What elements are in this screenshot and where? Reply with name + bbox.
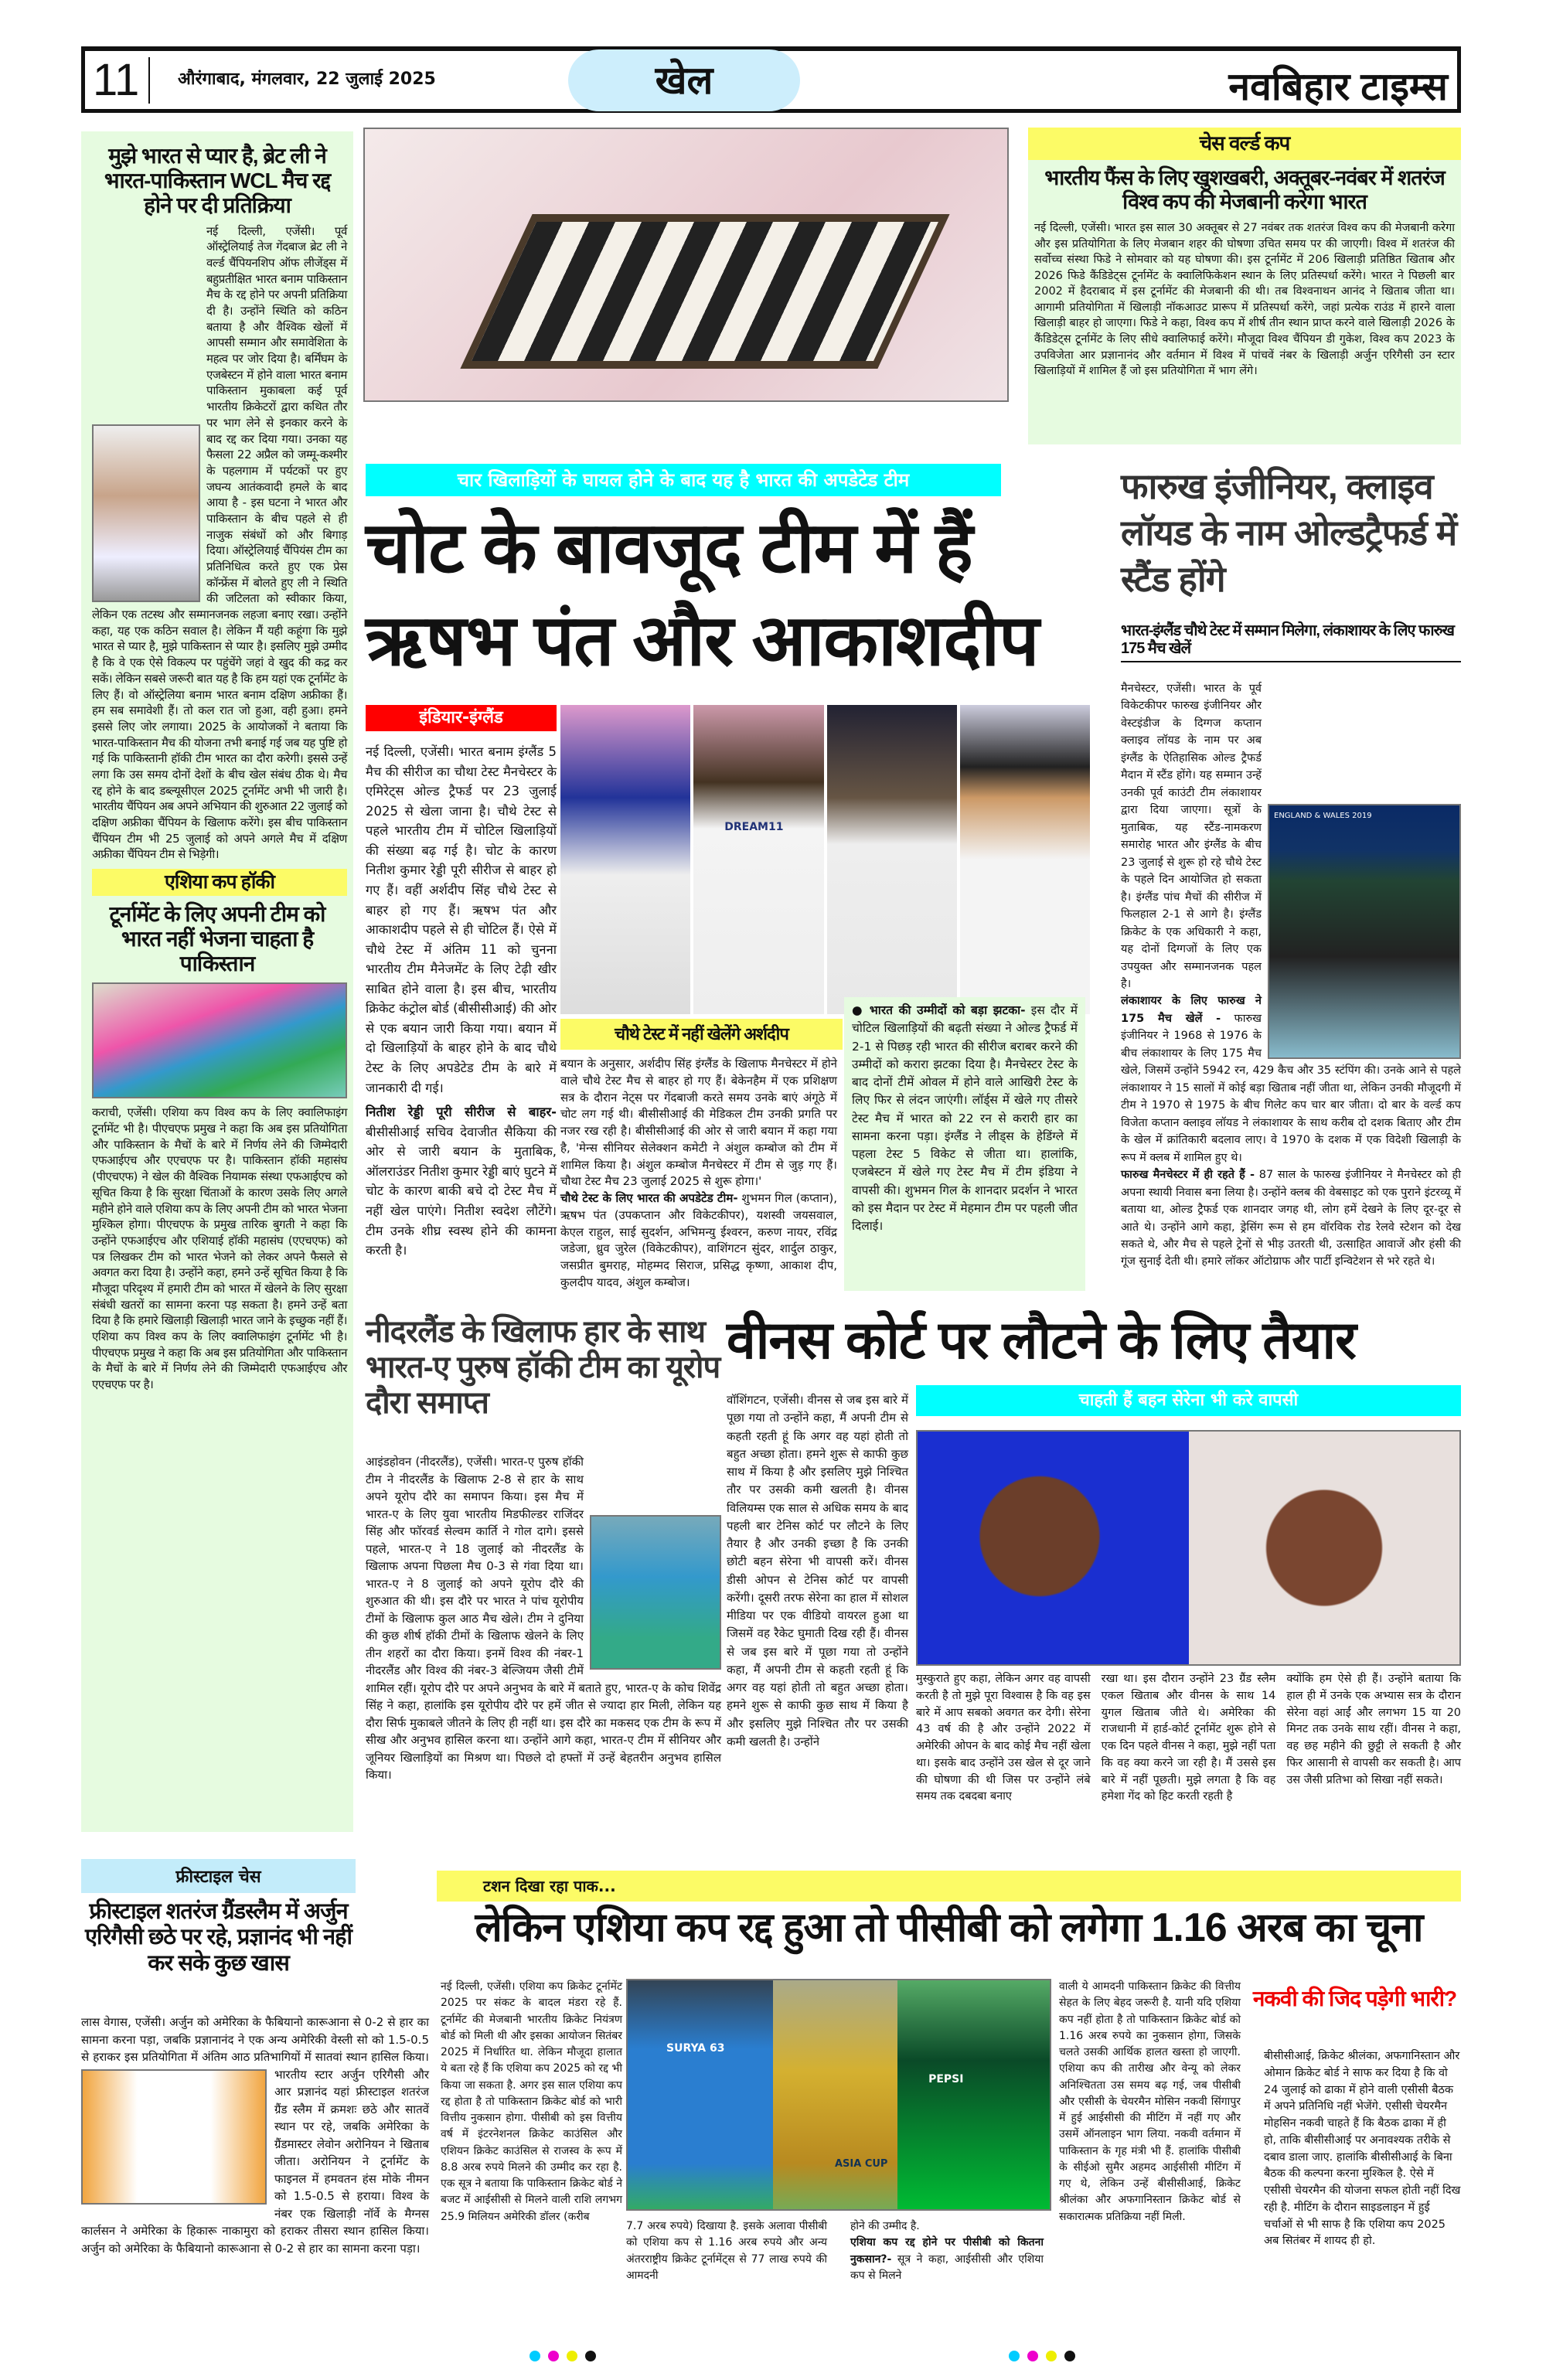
section-title: खेल: [568, 49, 800, 111]
lead-headline: [366, 502, 1092, 687]
lead-body-2: बीसीसीआई सचिव देवाजीत सैकिया की ओर से जारी बयान के मुताबिक, ऑलराउंडर नितीश कुमार रेड्डी बाएं घुटने में चोट के कारण बाकी बचे दो टेस्ट मैच में नहीं खेल पाएंगे। नितीश स्वदेश लौटेंगे। टीम उनके शीघ्र स्वस्थ होने की कामना करती है।: [366, 1124, 557, 1258]
asia-cup-tag: टशन दिखा रहा पाक...: [437, 1871, 1461, 1902]
india-england-tag: इंडियार-इंग्लैंड: [366, 705, 557, 731]
lead-headline-line1: चोट के बावजूद टीम में हैं: [366, 509, 972, 587]
venus-headline: वीनस कोर्ट पर लौटने के लिए तैयार: [727, 1311, 1356, 1370]
hockey-body: कराची, एजेंसी। एशिया कप विश्व कप के लिए क्वालिफाइंग टूर्नामेंट भी है। पीएचएफ प्रमुख ने कहा कि अब इस प्रतियोगिता और पाकिस्तान के मैचों के बारे में निर्णय लेने की जिम्मेदारी एफआईएच और एएचएफ पर है। पाकिस्तान हॉकी महासंघ (पीएचएफ) ने खेल की वैश्विक नियामक संस्था एफआईएच को सूचित किया है कि सुरक्षा चिंताओं के कारण उसके लिए अगले महीने होने वाले एशिया कप के लिए अपनी टीम को भारत भेजना मुश्किल होगा। पीएचएफ के प्रमुख तारिक बुगती ने कहा कि उन्होंने एफआईएच और एशियाई हॉकी महासंघ (एएचएफ) को पत्र लिखकर टीम को भारत भेजने को लेकर अपने फैसले से अवगत करा दिया है। उन्होंने कहा, हमने उन्हें सूचित किया है कि मौजूदा परिदृश्य में हमारी टीम को भारत में खेलने के लिए सुरक्षा संबंधी खतरों का सामना करना पड़ सकता है। हमने उन्हें बता दिया है कि हमारे खिलाड़ी खिलाड़ी भारत जाने के इच्छुक नहीं हैं। एशिया कप विश्व कप के लिए क्वालिफाइंग टूर्नामेंट भी है। पीएचएफ प्रमुख ने कहा कि अब इस प्रतियोगिता और पाकिस्तान के मैचों के बारे में निर्णय लेने की जिम्मेदारी एफआईएच और एएचएफ पर है।: [92, 1105, 347, 1392]
farokh-body: [1121, 680, 1461, 1271]
asia-cup-trophy-photo: [773, 1980, 897, 2209]
pant-photo: [560, 705, 690, 1014]
asia-cup-col3: [850, 2218, 1044, 2284]
registration-marks: [526, 2350, 600, 2365]
freestyle-tag: फ्रीस्टाइल चेस: [81, 1859, 356, 1893]
magenta-dot: [1027, 2351, 1038, 2361]
naqvi-body: बीसीसीआई, क्रिकेट श्रीलंका, अफगानिस्तान और ओमान क्रिकेट बोर्ड ने साफ कर दिया है कि वो 24 जुलाई को ढाका में होने वाली एसीसी बैठक में अपने प्रतिनिधि नहीं भेजेंगे. एसीसी चेयरमैन मोहसिन नकवी चाहते हैं कि बैठक ढाका में ही हो, ताकि बीसीसीआई पर अनावश्यक तरीके से दबाव डाला जाए. हालांकि बीसीसीआई के बिना बैठक की कल्पना करना मुश्किल है. ऐसे में एसीसी चेयरमैन की योजना सफल होती नहीं दिख रही है. मीटिंग के दौरान साइडलाइन में हुई चर्चाओं से भी साफ है कि एशिया कप 2025 अब सितंबर में शायद ही हो.: [1264, 2050, 1461, 2248]
freestyle-body-side: प्रतिभागियों में सातवां स्थान हासिल किया। भारतीय स्टार अर्जुन एरिगैसी और आर प्रज्ञानंद यहां फ्रीस्टाइल शतरंज ग्रैंड स्लैम में क्रमशः छठे और सातवें स्थान पर रहे, जबकि अमेरिका के ग्रैंडमास्टर लेवोन अरोनियन ने: [254, 2050, 429, 2151]
page-header: [81, 46, 1461, 113]
dateline: औरंगाबाद, मंगलवार, 22 जुलाई 2025: [178, 70, 436, 89]
lead-body-text: नई दिल्ली, एजेंसी। भारत बनाम इंग्लैंड 5 मैच की सीरीज का चौथा टेस्ट मैनचेस्टर के एमिरेट्स ओल्ड ट्रैफर्ड पर 23 जुलाई 2025 से खेला जाना है। चौथे टेस्ट से पहले भारतीय टीम में चोटिल खिलाड़ियों की संख्या बढ़ गई है। चोट के कारण नितीश कुमार रेड्डी पूरी सीरीज से बाहर हो गए हैं। वहीं अर्शदीप सिंह चौथे टेस्ट से बाहर हो गए हैं। ऋषभ पंत और आकाशदीप पहले से ही चोटिल हैं। ऐसे में चौथे टेस्ट में अंतिम 11 को चुनना भारतीय टीम मैनेजमेंट के लिए टेढ़ी खीर साबित होने वाला है। इस बीच, भारतीय क्रिकेट कंट्रोल बोर्ड (बीसीसीआई) की ओर से एक बयान जारी किया गया। बयान में दो खिलाड़ियों के बाहर होने के बाद चौथे टेस्ट के लिए अपडेटेड टीम के बारे में जानकारी दी गई।: [366, 744, 557, 1095]
left-column: [81, 131, 353, 1832]
akashdeep-photo: [827, 705, 957, 1014]
farokh-headline: फारुख इंजीनियर, क्लाइव लॉयड के नाम ओल्डट्रैफर्ड में स्टैंड होंगे: [1121, 466, 1457, 599]
yellow-dot: [567, 2351, 577, 2361]
asia-cup-photo: [626, 1979, 1051, 2211]
black-dot: [1064, 2351, 1075, 2361]
asia-cup-col3a: होने की उम्मीद है.: [850, 2220, 920, 2232]
newspaper-name: नवबिहार टाइम्स: [1228, 65, 1448, 108]
black-dot: [585, 2351, 596, 2361]
hockey-nl-photo: [590, 1515, 721, 1670]
magenta-dot: [548, 2351, 559, 2361]
venus-photo: [1189, 1432, 1460, 1664]
lead-body: [366, 742, 557, 1261]
cyan-dot: [530, 2351, 540, 2361]
hockey-headline: टूर्नामेंट के लिए अपनी टीम को भारत नहीं भेजना चाहता है पाकिस्तान: [109, 901, 325, 976]
setback-box: ● भारत की उम्मीदों को बड़ा झटका- इस दौर में चोटिल खिलाड़ियों की बढ़ती संख्या ने ओल्ड ट्रैफर्ड में 2-1 से पिछड़ रही भारत की सीरीज बराबर करने की उम्मीदों को करारा झटका दिया है। मैनचेस्टर टेस्ट के बाद दोनों टीमें ओवल में होने वाले आखिरी टेस्ट के लिए फिर से लंदन जाएंगी। लॉर्ड्स में खेले गए तीसरे टेस्ट मैच में भारत को 22 रन से करारी हार का सामना करना पड़ा। इंग्लैंड ने लीड्स के हेडिंग्ले में पहला टेस्ट 5 विकेट से जीता था। हालांकि, एजबेस्टन में खेले गए टेस्ट मैच में टीम इंडिया ने वापसी की। शुभमन गिल के शानदार प्रदर्शन ने भारत को इस मैदान पर टेस्ट में मेहमान टीम पर पहली जीत दिलाई।: [844, 997, 1085, 1291]
farokh-body-3: 87 साल के फारुख इंजीनियर ने मैनचेस्टर को ही अपना स्थायी निवास बना लिया है। उन्होंने क्लब की वेबसाइट को एक पुराने इंटरव्यू में बताया था, ओल्ड ट्रैफर्ड एक शानदार जगह थी, लोग हमें देखने के लिए दूर-दूर से आते थे। उन्होंने आगे कहा, ड्रेसिंग रूम से हम वॉरविक रोड रेलवे स्टेशन को देख सकते थे, और मैच से पहले ट्रेनों से भीड़ उतरती थी, उत्साहित आवाजें और हंसी की गूंज सुनाई देती थी। हमारे लॉकर ऑटोग्राफ और पार्टी इन्विटेशन से भरे रहते थे।: [1121, 1169, 1461, 1268]
venus-body: वॉशिंगटन, एजेंसी। वीनस से जब इस बारे में पूछा गया तो उन्होंने कहा, मैं अपनी टीम से कहती रहती हूं कि अगर वह यहां होती तो बहुत अच्छा होता। हमने शुरू से काफी कुछ साथ में किया है और इसलिए मुझे निश्चित तौर पर उसकी कमी खलती है। वीनस विलियम्स एक साल से अधिक समय के बाद पहली बार टेनिस कोर्ट पर लौटने के लिए तैयार है और उनकी इच्छा है कि उनकी छोटी बहन सेरेना भी वापसी करें। वीनस डीसी ओपन से टेनिस कोर्ट पर वापसी करेंगी। दूसरी तरफ सेरेना का हाल में सोशल मीडिया पर एक वीडियो वायरल हुआ था जिसमें वह रैकेट घुमाती दिख रही हैं। वीनस से जब इस बारे में पूछा गया तो उन्होंने कहा, मैं अपनी टीम से कहती रहती हूं कि अगर वह यहां होती तो बहुत अच्छा होता। हमने शुरू से काफी कुछ साथ में किया है और इसलिए मुझे निश्चित तौर पर उसकी कमी खलती है। उन्होंने: [727, 1393, 908, 1748]
freestyle-body-text: लास वेगास, एजेंसी। अर्जुन को अमेरिका के फैबियानो कारूआना से 0-2 से हार का सामना करना पड़ा, जबकि प्रज्ञानानंद ने एक अन्य अमेरिकी वेस्ली सो को 1.5-0.5 से हराकर इस प्रतियोगिता में अंतिम आठ: [81, 2015, 429, 2064]
hockey-nl-body-text: आइंडहोवन (नीदरलैंड), एजेंसी। भारत-ए पुरुष हॉकी टीम ने नीदरलैंड के खिलाफ 2-8 से हार के साथ अपने यूरोप दौरे का समापन किया। इस मैच में भारत-ए के लिए युवा भारतीय मिडफील्डर राजिंदर सिंह और फॉरवर्ड सेल्वम कार्ति ने गोल दागे। इससे पहले, भारत-ए ने 18 जुलाई को नीदरलैंड के खिलाफ अपना पिछला मैच 0-3 से गंवा दिया था। भारत-ए ने 8 जुलाई को अपने यूरोप दौरे की शुरुआत की थी। इस दौरे पर भारत ने पांच यूरोपीय टीमों के खिलाफ कुल आठ मैच खेले। टीम ने दुनिया की कुछ शीर्ष हॉकी टीमों के खिलाफ खेलने के लिए तीन शहरों का दौरा किया। इनमें विश्व की नंबर-1 नीदरलैंड और विश्व की नंबर-3 बेल्जियम जैसी टीमें शामिल रहीं। यूरोप दौरे पर अपने अनुभव के बारे में बताते हुए, भारत-ए के कोच शिवेंद्र सिंह ने कहा, हालांकि इस यूरोपीय दौरे पर हमें जीत से ज्यादा हार मिली, लेकिन यह दौरा सिर्फ मुकाबले जीतने के लिए ही नहीं था। इस दौरे का मकसद एक टीम के रूप में सीख और अनुभव हासिल करना था। उन्होंने आगे कहा, भारत-ए टीम में सीनियर और जूनियर खिलाड़ियों का मिश्रण था। पिछले दो हफ्तों में उन्हें बेहतरीन अनुभव हासिल किया।: [366, 1455, 721, 1782]
asia-cup-col1: नई दिल्ली, एजेंसी। एशिया कप क्रिकेट टूर्नामेंट 2025 पर संकट के बादल मंडरा रहे हैं. टूर्नामेंट की मेजबानी भारतीय क्रिकेट नियंत्रण बोर्ड को मिली थी और इसका आयोजन सितंबर 2025 में निर्धारित था. लेकिन मौजूदा हालात ये बता रहे हैं कि एशिया कप 2025 को रद्द भी किया जा सकता है. अगर इस साल एशिया कप रद्द होता है तो पाकिस्तान क्रिकेट बोर्ड को भारी वित्तीय नुकसान होगा. पीसीबी को इस वित्तीय वर्ष में इंटरनेशनल क्रिकेट काउंसिल और एशियन क्रिकेट काउंसिल से राजस्व के रूप में 8.8 अरब रुपये मिलने की उम्मीद कर रहा है. एक सूत्र ने बताया कि पाकिस्तान क्रिकेट बोर्ड ने बजट में आईसीसी से मिलने वाली राशि लगभग 25.9 मिलियन अमेरिकी डॉलर (करीब: [441, 1980, 622, 2223]
freestyle-headline: फ्रीस्टाइल शतरंज ग्रैंडस्लैम में अर्जुन एरिगैसी छठे पर रहे, प्रज्ञानंद भी नहीं कर सके कुछ खास: [84, 1899, 352, 1976]
brett-lee-photo: [92, 424, 200, 602]
yellow-dot: [1046, 2351, 1057, 2361]
registration-marks-2: [1005, 2350, 1079, 2365]
freestyle-body: [81, 2014, 429, 2257]
asia-cup-col4: वाली ये आमदनी पाकिस्तान क्रिकेट की वित्तीय सेहत के लिए बेहद जरूरी है. यानी यदि एशिया कप नहीं होता है तो पाकिस्तान क्रिकेट बोर्ड को 1.16 अरब रुपये का नुकसान होगा, जिसके चलते उसकी आर्थिक हालत खस्ता हो जाएगी. एशिया कप की तारीख और वेन्यू को लेकर अनिश्चितता उस समय बढ़ गई, जब पीसीबी और एसीसी के चेयरमैन मोसिन नकवी सिंगापुर में हुई आईसीसी की मीटिंग में नहीं गए और उसमें ऑनलाइन भाग लिया. नकवी वर्तमान में पाकिस्तान के गृह मंत्री भी हैं. हालांकि पीसीबी के सीईओ सुमैर अहमद आईसीसी मीटिंग में गए थे, लेकिन उन्हें बीसीसीआई, क्रिकेट श्रीलंका और अफगानिस्तान क्रिकेट बोर्ड से सकारात्मक प्रतिक्रिया नहीं मिली.: [1059, 1980, 1241, 2223]
chess-wc-body: नई दिल्ली, एजेंसी। भारत इस साल 30 अक्तूबर से 27 नवंबर तक शतरंज विश्व कप की मेजबानी करेगा और इस प्रतियोगिता के लिए मेजबान शहर की घोषणा उचित समय पर की जाएगी। विश्व में शतरंज की सर्वोच्च संस्था फिडे ने सोमवार को यह घोषणा की। इस टूर्नामेंट में 206 खिलाड़ी प्रतिष्ठित खिताब और 2026 फिडे कैंडिडेट्स टूर्नामेंट के क्वालिफिकेशन स्थान के लिए प्रतिस्पर्धा करेंगे। भारत ने पिछली बार 2002 में हैदराबाद में इस टूर्नामेंट की मेजबानी की थी। तब विश्वनाथन आनंद ने खिताब जीता था। आगामी प्रतियोगिता में खिलाड़ी नॉकआउट प्रारूप में प्रतिस्पर्धा करेंगे, जहां प्रत्येक राउंड में हारने वाला खिलाड़ी बाहर हो जाएगा। फिडे ने कहा, विश्व कप में शीर्ष तीन स्थान प्राप्त करने वाले खिलाड़ी 2026 के कैंडिडेट्स टूर्नामेंट के लिए सीधे क्वालिफाई करेंगे। मौजूदा विश्व चैंपियन डी गुकेश, विश्व कप 2023 के उपविजेता आर प्रज्ञानानंद और वर्तमान में विश्व में पांचवें नंबर के खिलाड़ी अर्जुन एरिगैसी उन स्टार खिलाड़ियों में शामिल हैं जो इस प्रतियोगिता में भाग लेंगे।: [1034, 221, 1455, 378]
sponsor-text: PEPSI: [928, 2073, 964, 2085]
jersey-text: SURYA 63: [666, 2042, 725, 2055]
venus-col-2: मुस्कुराते हुए कहा, लेकिन अगर वह वापसी करती है तो मुझे पूरा विश्वास है कि वह इस बारे में आप सबको अवगत कर देगी। सेरेना 43 वर्ष की है और उन्होंने 2022 में अमेरिकी ओपन के बाद कोई मैच नहीं खेला था। इसके बाद उन्होंने उस खेल से दूर जाने की घोषणा की थी जिस पर उन्होंने लंबे समय तक दबदबा बनाए: [916, 1673, 1091, 1803]
arshdeep-body: [560, 1056, 837, 1292]
freestyle-chess-story: [81, 1859, 356, 1983]
farokh-body-text: मैनचेस्टर, एजेंसी। भारत के पूर्व विकेटकीपर फारुख इंजीनियर और वेस्टइंडीज के दिग्गज कप्तान क्लाइव लॉयड के नाम पर अब इंग्लैंड के ऐतिहासिक ओल्ड ट्रैफर्ड मैदान में स्टैंड होंगे। यह सम्मान उन्हें उनकी पूर्व काउंटी टीम लंकाशायर द्वारा दिया जाएगा। सूत्रों के मुताबिक, यह स्टैंड-नामकरण समारोह भारत और इंग्लैंड के बीच 23 जुलाई से शुरू हो रहे चौथे टेस्ट के पहले दिन आयोजित हो सकता है। इंग्लैंड पांच मैचों की सीरीज में फिलहाल 2-1 से आगे है। इंग्लैंड क्रिकेट के एक अधिकारी ने कहा, यह दोनों दिग्गजों के लिए एक उपयुक्त और सम्मानजनक पहल है।: [1121, 683, 1262, 990]
setback-lead: भारत की उम्मीदों को बड़ा झटका-: [869, 1003, 1026, 1017]
lead-subhead: नितीश रेड्डी पूरी सीरीज से बाहर-: [366, 1105, 557, 1120]
farokh-body-2: फारुख इंजीनियर ने 1968 से 1976 के बीच लंकाशायर के लिए 175 मैच खेले, जिसमें उन्होंने 5942 रन, 429 कैच और 35 स्टंपिंग की। उनके आने से पहले लंकाशायर ने 15 सालों में कोई बड़ा खिताब नहीं जीता था, लेकिन उनकी मौजूदगी में टीम ने 1970 से 1975 के बीच गिलेट कप चार बार जीता। दो बार के वर्ल्ड कप विजेता कप्तान क्लाइव लॉयड ने लंकाशायर के साथ करीब दो दशक बिताए और टीम के खेल में क्रांतिकारी बदलाव लाए। वे 1970 के दशक में एक विदेशी खिलाड़ी के रूप में क्लब में शामिल हुए थे।: [1121, 1012, 1461, 1164]
brett-lee-headline: मुझे भारत से प्यार है, ब्रेट ली ने भारत-पाकिस्तान WCL मैच रद्द होने पर दी प्रतिक्रिया: [104, 144, 331, 218]
india-team-photo: [628, 1980, 773, 2209]
freestyle-body-end: खिताब जीता। अरोनियन ने टूर्नामेंट के फाइनल में हमवतन हंस मोके नीमन को 1.5-0.5 से हराया। विश्व के नंबर एक खिलाड़ी नॉर्वे के मैग्नस कार्लसन ने अमेरिका के हिकारू नाकामुरा को हराकर तीसरा स्थान हासिल किया। अर्जुन को अमेरिका के फैबियानो कारूआना से 0-2 से हार का सामना करना पड़ा।: [81, 2137, 429, 2256]
brett-lee-body: [81, 223, 353, 863]
squad-label: चौथे टेस्ट के लिए भारत की अपडेटेड टीम-: [560, 1191, 738, 1205]
hockey-nl-body: [366, 1453, 721, 1784]
chessboard: [460, 214, 949, 369]
asia-cup-col3-sub: एशिया कप रद्द होने पर पीसीबी को कितना नुकसान?-: [850, 2236, 1044, 2266]
venus-kicker: चाहती हैं बहन सेरेना भी करे वापसी: [916, 1385, 1461, 1416]
setback-body: इस दौर में चोटिल खिलाड़ियों की बढ़ती संख्या ने ओल्ड ट्रैफर्ड में 2-1 से पिछड़ रही भारत की सीरीज बराबर करने की उम्मीदों को करारा झटका दिया है। मैनचेस्टर टेस्ट के बाद दोनों टीमें ओवल में होने वाले आखिरी टेस्ट के लिए फिर से लंदन जाएंगी। लॉर्ड्स में खेले गए तीसरे टेस्ट मैच में भारत को 22 रन से करारी हार का सामना करना पड़ा। इंग्लैंड ने लीड्स के हेडिंग्ले में पहला टेस्ट 5 विकेट से जीता था। हालांकि, एजबेस्टन में खेले गए टेस्ट मैच में टीम इंडिया ने वापसी की। शुभमन गिल के शानदार प्रदर्शन ने भारत को इस मैदान पर टेस्ट में मेहमान टीम पर पहली जीत दिलाई।: [852, 1003, 1078, 1233]
venus-col-3: रखा था। इस दौरान उन्होंने 23 ग्रैंड स्लैम एकल खिताब और वीनस के साथ 14 युगल खिताब जीते थे। अमेरिका की राजधानी में हार्ड-कोर्ट टूर्नामेंट शुरू होने से एक दिन पहले वीनस ने कहा, मुझे नहीं पता कि वह क्या करने जा रही है। मैं उससे इस बारे में नहीं पूछती। मुझे लगता है कि वह हमेशा गेंद को हिट करती रहती है: [1101, 1673, 1276, 1803]
lead-headline-line2: ऋषभ पंत और आकाशदीप: [366, 601, 1039, 680]
farokh-lloyd-photo: [1268, 804, 1461, 1059]
arshdeep-photo: [960, 705, 1090, 1014]
chess-board-photo: [363, 128, 1009, 402]
asia-cup-col2: 7.7 अरब रुपये) दिखाया है. इसके अलावा पीसीबी को एशिया कप से 1.16 अरब रुपये और अन्य अंतरराष्ट्रीय क्रिकेट टूर्नामेंट्स से 77 लाख रुपये की आमदनी: [626, 2220, 827, 2282]
venus-col-4: क्योंकि हम ऐसे ही हैं। उन्होंने बताया कि हाल ही में उनके एक अभ्यास सत्र के दौरान सेरेना वहां आईं और लगभग 15 या 20 मिनट तक उनके साथ रहीं। वीनस ने कहा, वह छह महीने की छुट्टी ले सकती है और फिर आसानी से वापसी कर सकती है। आप उस जैसी प्रतिभा को सिखा नहीं सकते।: [1286, 1673, 1462, 1786]
trophy-text: ASIA CUP: [834, 2158, 888, 2170]
asia-cup-hockey-tag: एशिया कप हॉकी: [92, 869, 347, 896]
player-photo-2: [693, 705, 823, 1014]
players-photo-strip: [560, 705, 1090, 1014]
page-number: 11: [93, 57, 150, 104]
hockey-photo: [92, 982, 347, 1098]
cyan-dot: [1009, 2351, 1020, 2361]
chess-wc-headline: भारतीय फैंस के लिए खुशखबरी, अक्तूबर-नवंबर में शतरंज विश्व कप की मेजबानी करेगा भारत: [1044, 165, 1445, 213]
venus-columns: [916, 1671, 1461, 1806]
chess-wc-tag: चेस वर्ल्ड कप: [1028, 128, 1461, 160]
squad-list: शुभमन गिल (कप्तान), ऋषभ पंत (उपकप्तान और विकेटकीपर), यशस्वी जयसवाल, केएल राहुल, साई सुदर्शन, अभिमन्यु ईश्वरन, करुण नायर, रविंद्र जडेजा, ध्रुव जुरेल (विकेटकीपर), वाशिंगटन सुंदर, शार्दुल ठाकुर, जसप्रीत बुमराह, मोहम्मद सिराज, प्रसिद्ध कृष्णा, आकाश दीप, कुलदीप यादव, अंशुल कम्बोज।: [560, 1191, 837, 1289]
wc-banner-text: ENGLAND & WALES 2019: [1274, 812, 1372, 820]
chess-world-cup-box: [1028, 128, 1461, 444]
farokh-subhead: भारत-इंग्लैंड चौथे टेस्ट में सम्मान मिलेगा, लंकाशायर के लिए फारुख 175 मैच खेलें: [1121, 622, 1461, 662]
dream11-logo-text: DREAM11: [724, 821, 784, 833]
asia-cup-headline: लेकिन एशिया कप रद्द हुआ तो पीसीबी को लगेगा 1.16 अरब का चूना: [475, 1905, 1423, 1950]
serena-photo: [918, 1432, 1189, 1664]
arshdeep-tag: चौथे टेस्ट में नहीं खेलेंगे अर्शदीप: [560, 1019, 843, 1050]
freestyle-photo: [81, 2069, 267, 2205]
brett-lee-body-text: नई दिल्ली, एजेंसी। पूर्व ऑस्ट्रेलियाई तेज गेंदबाज ब्रेट ली ने वर्ल्ड चैंपियनशिप ऑफ लीजेंड्स में बहुप्रतीक्षित भारत बनाम पाकिस्तान मैच के रद्द होने पर अपनी प्रतिक्रिया दी है। उन्होंने स्थिति को कठिन बताया है और वैश्विक खेलों में आपसी सम्मान और समावेशिता के महत्व पर जोर दिया है। बर्मिंघम के एजबेस्टन में होने वाला भारत बनाम पाकिस्तान मुकाबला कई पूर्व भारतीय क्रिकेटरों द्वारा कथित तौर पर भाग लेने से इनकार करने के बाद रद्द कर दिया गया। उनका यह फैसला 22 अप्रैल को जम्मू-कश्मीर के पहलगाम में पर्यटकों पर हुए जघन्य आतंकवादी हमले के बाद आया है - इस घटना ने भारत और पाकिस्तान के बीच पहले से ही नाजुक संबंधों को और बिगाड़ दिया। ऑस्ट्रेलियाई चैंपियंस टीम का प्रतिनिधित्व करते हुए एक प्रेस कॉन्फ्रेंस में बोलते हुए ली ने स्थिति की जटिलता को स्वीकार किया, लेकिन एक तटस्थ और सम्मानजनक लहजा बनाए रखा। उन्होंने कहा, यह एक कठिन सवाल है। लेकिन मैं यही कहूंगा कि मुझे भारत से प्यार है, मुझे पाकिस्तान से प्यार है। इसलिए मुझे उम्मीद है कि वे एक ऐसे विकल्प पर पहुंचेंगे जहां वे खुद की कद्र कर सकें। लेकिन सबसे जरूरी बात यह है कि हम यहां एक टूर्नामेंट के लिए हैं। वो ऑस्ट्रेलिया बनाम भारत बनाम दक्षिण अफ्रीका हैं। हम सब समावेशी हैं। तो कल रात जो हुआ, वही हुआ। हमने इससे लिए जोर लगाया। 2025 के आयोजकों ने बताया कि भारत-पाकिस्तान मैच की योजना तभी बनाई गई जब यह पुष्टि हो गई कि पाकिस्तानी हॉकी टीम भारत का दौरा करेगी। इससे उन्हें लगा कि उस समय दोनों देशों के बीच खेल संबंध ठीक थे। मैच रद्द होने के बाद डब्ल्यूसीएल 2025 टूर्नामेंट अभी भी जारी है। भारतीय चैंपियन अब अपने अभियान की शुरुआत 22 जुलाई को दक्षिण अफ्रीका चैंपियन के खिलाफ करेंगे। इस बीच पाकिस्तान चैंपियन टीम भी 25 जुलाई को अपने अगले मैच में दक्षिण अफ्रीका चैंपियन टीम से भिड़ेगी।: [92, 223, 347, 862]
asia-cup-col3-text: सूत्र ने कहा, आईसीसी और एशिया कप से मिलने: [850, 2252, 1044, 2282]
lead-kicker: चार खिलाड़ियों के घायल होने के बाद यह है भारत की अपडेटेड टीम: [366, 464, 1001, 496]
pakistan-team-photo: [897, 1980, 1050, 2209]
farokh-sub1: लंकाशायर के लिए फारुख ने 175 मैच खेलें -: [1121, 995, 1262, 1025]
farokh-sub2: फारुख मैनचेस्टर में ही रहते हैं -: [1121, 1169, 1255, 1182]
naqvi-headline: नकवी की जिद पड़ेगी भारी?: [1252, 1987, 1457, 2011]
hockey-nl-headline: नीदरलैंड के खिलाफ हार के साथ भारत-ए पुरुष हॉकी टीम का यूरोप दौरा समाप्त: [366, 1315, 720, 1420]
arshdeep-body-text: बयान के अनुसार, अर्शदीप सिंह इंग्लैंड के खिलाफ मैनचेस्टर में होने वाले चौथे टेस्ट मैच से बाहर हो गए हैं। बेकेनहैम में एक प्रशिक्षण सत्र के दौरान नेट्स पर गेंदबाजी करते समय उनके बाएं अंगूठे में चोट लग गई थी। बीसीसीआई की मेडिकल टीम उनकी प्रगति पर नजर रख रही है। बीसीसीआई की ओर से जारी बयान में कहा गया है, 'मेन्स सीनियर सेलेक्शन कमेटी ने अंशुल कम्बोज को टीम में शामिल किया है। अंशुल कम्बोज मैनचेस्टर में टीम से जुड़ गए हैं। चौथा टेस्ट मैच 23 जुलाई 2025 से शुरू होगा।': [560, 1057, 837, 1189]
williams-sisters-photo: [916, 1430, 1461, 1666]
